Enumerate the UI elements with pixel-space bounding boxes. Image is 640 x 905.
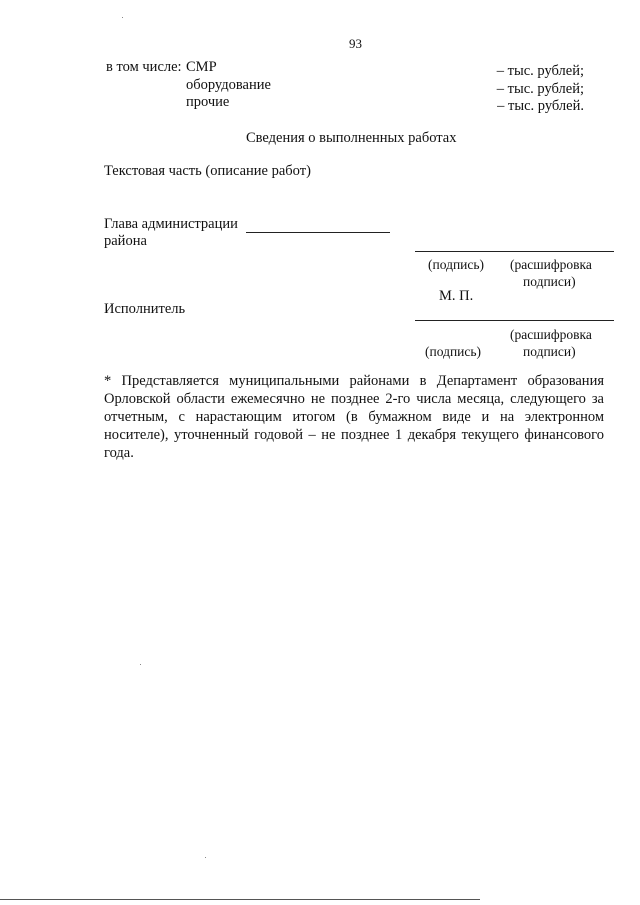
head-label: Глава администрации bbox=[104, 216, 238, 232]
head-signature-line bbox=[246, 232, 390, 233]
text-part-label: Текстовая часть (описание работ) bbox=[104, 163, 311, 179]
section-title: Сведения о выполненных работах bbox=[246, 130, 457, 146]
breakdown-item-equipment-unit: – тыс. рублей; bbox=[496, 81, 584, 97]
executor-label: Исполнитель bbox=[104, 301, 186, 317]
executor-transcript-caption-line2: подписи) bbox=[523, 344, 576, 359]
head-signature-caption: (подпись) bbox=[428, 257, 485, 272]
footnote: * Представляется муниципальными районами в Департамент образования Орловской области ежемесячно не позднее 2-го числа месяца, следующего за отчетным, с нарастающим итогом (в бумажном виде и на электронном носителе), уточненный годовой – не позднее 1 декабря текущего финансового года. bbox=[104, 373, 604, 461]
scan-speck bbox=[140, 664, 141, 665]
head-transcript-caption-line1: (расшифровка bbox=[510, 257, 592, 272]
executor-signature-caption: (подпись) bbox=[425, 344, 482, 359]
executor-signature-line bbox=[415, 320, 614, 321]
page-number: 93 bbox=[349, 36, 362, 51]
seal-placeholder: М. П. bbox=[439, 288, 474, 304]
breakdown-item-other-unit: – тыс. рублей. bbox=[497, 98, 584, 114]
page-bottom-edge bbox=[0, 899, 480, 900]
executor-transcript-caption-line1: (расшифровка bbox=[510, 327, 592, 342]
head-transcript-caption-line2: подписи) bbox=[523, 274, 576, 289]
breakdown-item-smr-unit: – тыс. рублей; bbox=[496, 63, 584, 79]
scan-speck bbox=[205, 857, 206, 858]
head-transcript-line bbox=[415, 251, 614, 252]
breakdown-item-other-label: прочие bbox=[186, 94, 230, 110]
breakdown-prefix: в том числе: bbox=[106, 59, 182, 75]
scan-speck bbox=[122, 17, 123, 18]
head-label-district: района bbox=[104, 233, 147, 249]
breakdown-item-equipment-label: оборудование bbox=[186, 77, 271, 93]
breakdown-item-smr-label: СМР bbox=[186, 59, 217, 75]
